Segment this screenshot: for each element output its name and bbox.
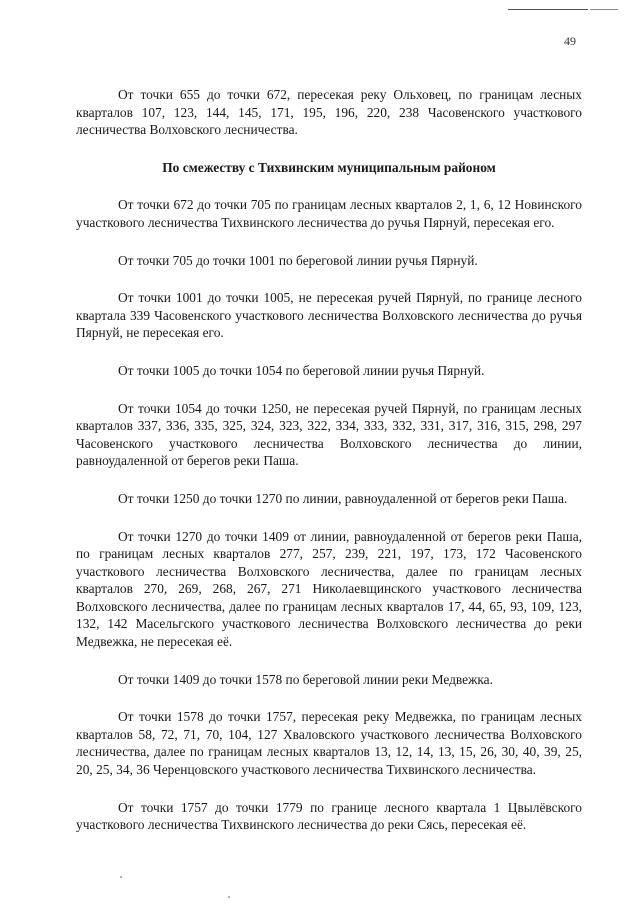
paragraph-9: От точки 1578 до точки 1757, пересекая реку Медвежка, по границам лесных кварталов 58, 72, 71, 70, 104, 127 Хваловского участкового лесничества Волховского лесничества, далее по границам лесных кварталов 13, 12, 14, 13, 15, 26, 30, 40, 39, 25, 20, 25, 34, 36 Черенцовского участкового лесничества Тихвинского лесничества. [76,709,582,778]
header-rule-short [590,9,618,10]
paragraph-10: От точки 1757 до точки 1779 по границе лесного квартала 1 Цвылёвского участкового лесничества Тихвинского лесничества до реки Сясь, пересекая её. [76,799,582,833]
paragraph-4: От точки 1005 до точки 1054 по береговой линии ручья Пярнуй. [118,362,485,378]
paragraph-6: От точки 1250 до точки 1270 по линии, равноудаленной от берегов реки Паша. [118,490,568,506]
paragraph-2: От точки 705 до точки 1001 по береговой линии ручья Пярнуй. [118,252,478,268]
section-heading: По смежеству с Тихвинским муниципальным районом [162,159,496,175]
paragraph-8: От точки 1409 до точки 1578 по береговой линии реки Медвежка. [118,671,493,687]
document-body [76,86,582,854]
paragraph-5: От точки 1054 до точки 1250, не пересекая ручей Пярнуй, по границам лесных кварталов 337, 336, 335, 325, 324, 323, 322, 334, 333, 332, 331, 317, 316, 315, 298, 297 Часовенского участкового лесничества Волховского лесничества до линии, равноудаленной от берегов реки Паша. [76,400,582,469]
scan-speck [228,896,230,898]
paragraph-3: От точки 1001 до точки 1005, не пересекая ручей Пярнуй, по границе лесного квартала 339 Часовенского участкового лесничества Волховского лесничества до ручья Пярнуй, не пересекая его. [76,290,582,341]
header-rule [508,9,588,10]
paragraph-7: От точки 1270 до точки 1409 от линии, равноудаленной от берегов реки Паша, по границам лесных кварталов 277, 257, 239, 221, 197, 173, 172 Часовенского участкового лесничества Волховского лесничества, далее по границам лесных кварталов 270, 269, 268, 267, 271 Николаевщинского участкового лесничества Волховского лесничества, далее по границам лесных кварталов 17, 44, 65, 93, 109, 123, 132, 142 Масельгского участкового лесничества Волховского лесничества до реки Медвежка, не пересекая её. [76,528,582,650]
scan-speck [120,876,122,878]
page-number: 49 [564,34,576,48]
paragraph-intro: От точки 655 до точки 672, пересекая реку Ольховец, по границам лесных кварталов 107, 123, 144, 145, 171, 195, 196, 220, 238 Часовенского участкового лесничества Волховского лесничества. [76,87,582,138]
paragraph-1: От точки 672 до точки 705 по границам лесных кварталов 2, 1, 6, 12 Новинского участкового лесничества Тихвинского лесничества до ручья Пярнуй, пересекая его. [76,197,582,230]
